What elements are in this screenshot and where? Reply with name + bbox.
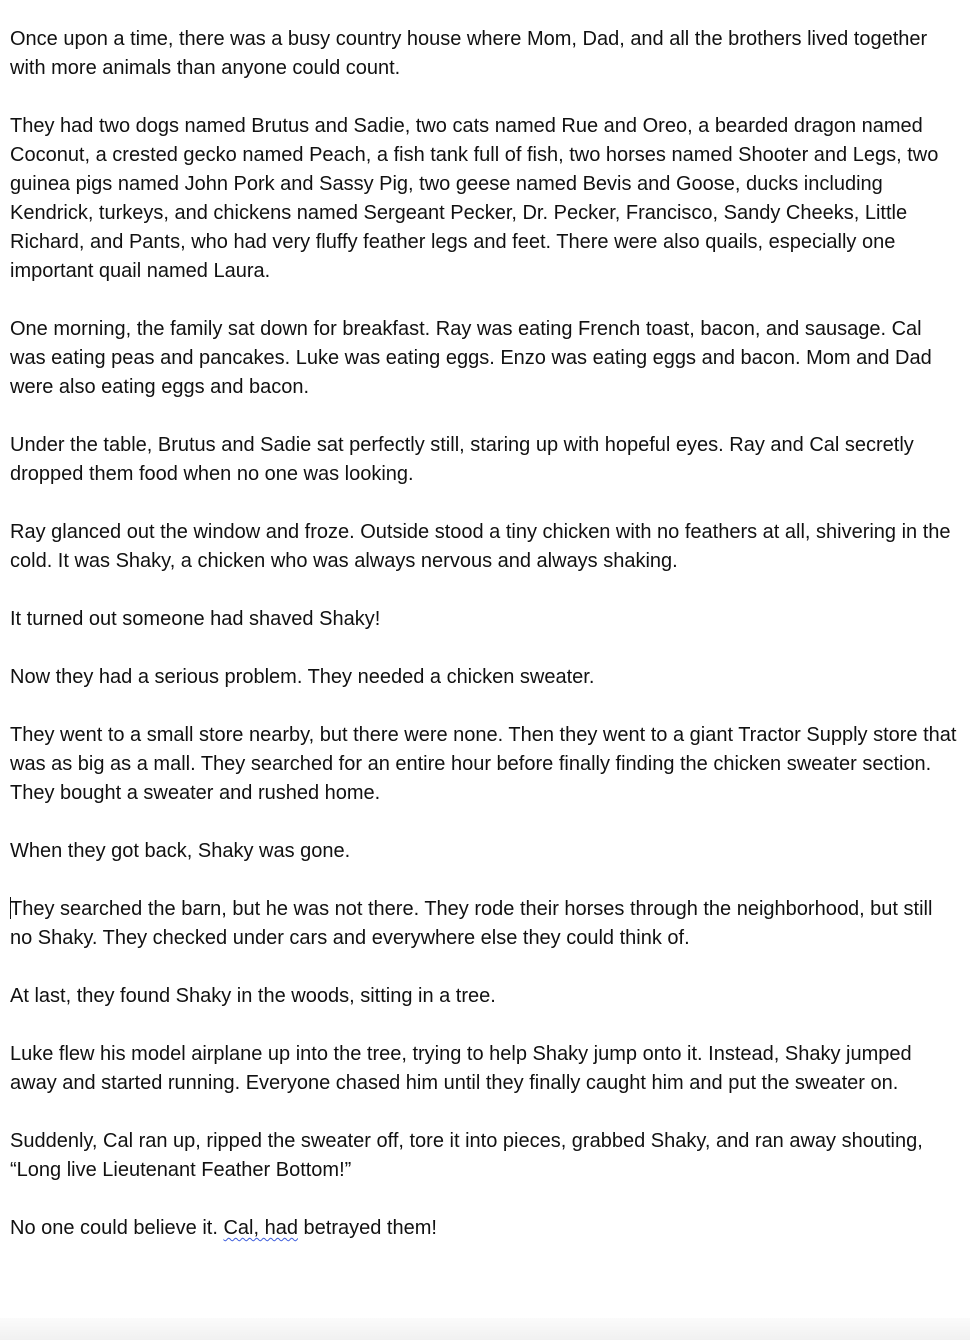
paragraph-12: Luke flew his model airplane up into the tree, trying to help Shaky jump onto it. Instead, Shaky jumped away and started running. Everyone chased him until they finally caught him and put the sweater on. xyxy=(10,1043,912,1094)
bottom-edge-bar xyxy=(0,1318,970,1340)
paragraph-8: They went to a small store nearby, but there were none. Then they went to a giant Tractor Supply store that was as big as a mall. They searched for an entire hour before finally finding the chicken sweater section. They bought a sweater and rushed home. xyxy=(10,724,957,804)
paragraph-5: Ray glanced out the window and froze. Outside stood a tiny chicken with no feathers at all, shivering in the cold. It was Shaky, a chicken who was always nervous and always shaking. xyxy=(10,521,951,572)
paragraph-6: It turned out someone had shaved Shaky! xyxy=(10,608,381,630)
paragraph-13: Suddenly, Cal ran up, ripped the sweater off, tore it into pieces, grabbed Shaky, and ran away shouting, “Long live Lieutenant Feather Bottom!” xyxy=(10,1130,923,1181)
paragraph-1: Once upon a time, there was a busy country house where Mom, Dad, and all the brothers lived together with more animals than anyone could count. xyxy=(10,28,928,79)
spellcheck-flagged-text[interactable]: Cal, had xyxy=(223,1217,298,1239)
paragraph-10 xyxy=(10,895,960,953)
paragraph-14 xyxy=(10,1214,960,1243)
paragraph-14-end: betrayed them! xyxy=(297,1217,437,1239)
document-body[interactable] xyxy=(10,25,960,1272)
paragraph-3: One morning, the family sat down for breakfast. Ray was eating French toast, bacon, and sausage. Cal was eating peas and pancakes. Luke was eating eggs. Enzo was eating eggs and bacon. Mom and Dad were also eating eggs and bacon. xyxy=(10,318,932,398)
paragraph-9: When they got back, Shaky was gone. xyxy=(10,840,351,862)
paragraph-4: Under the table, Brutus and Sadie sat perfectly still, staring up with hopeful eyes. Ray and Cal secretly dropped them food when no one was looking. xyxy=(10,434,914,485)
paragraph-7: Now they had a serious problem. They needed a chicken sweater. xyxy=(10,666,595,688)
paragraph-11: At last, they found Shaky in the woods, sitting in a tree. xyxy=(10,985,496,1007)
paragraph-14-start: No one could believe it. xyxy=(10,1217,224,1239)
paragraph-2: They had two dogs named Brutus and Sadie, two cats named Rue and Oreo, a bearded dragon named Coconut, a crested gecko named Peach, a fish tank full of fish, two horses named Shooter and Legs, two guinea pigs named John Pork and Sassy Pig, two geese named Bevis and Goose, ducks including Kendrick, turkeys, and chickens named Sergeant Pecker, Dr. Pecker, Francisco, Sandy Cheeks, Little Richard, and Pants, who had very fluffy feather legs and feet. There were also quails, especially one important quail named Laura. xyxy=(10,115,939,282)
paragraph-10-text: They searched the barn, but he was not there. They rode their horses through the neighborhood, but still no Shaky. They checked under cars and everywhere else they could think of. xyxy=(10,898,933,949)
